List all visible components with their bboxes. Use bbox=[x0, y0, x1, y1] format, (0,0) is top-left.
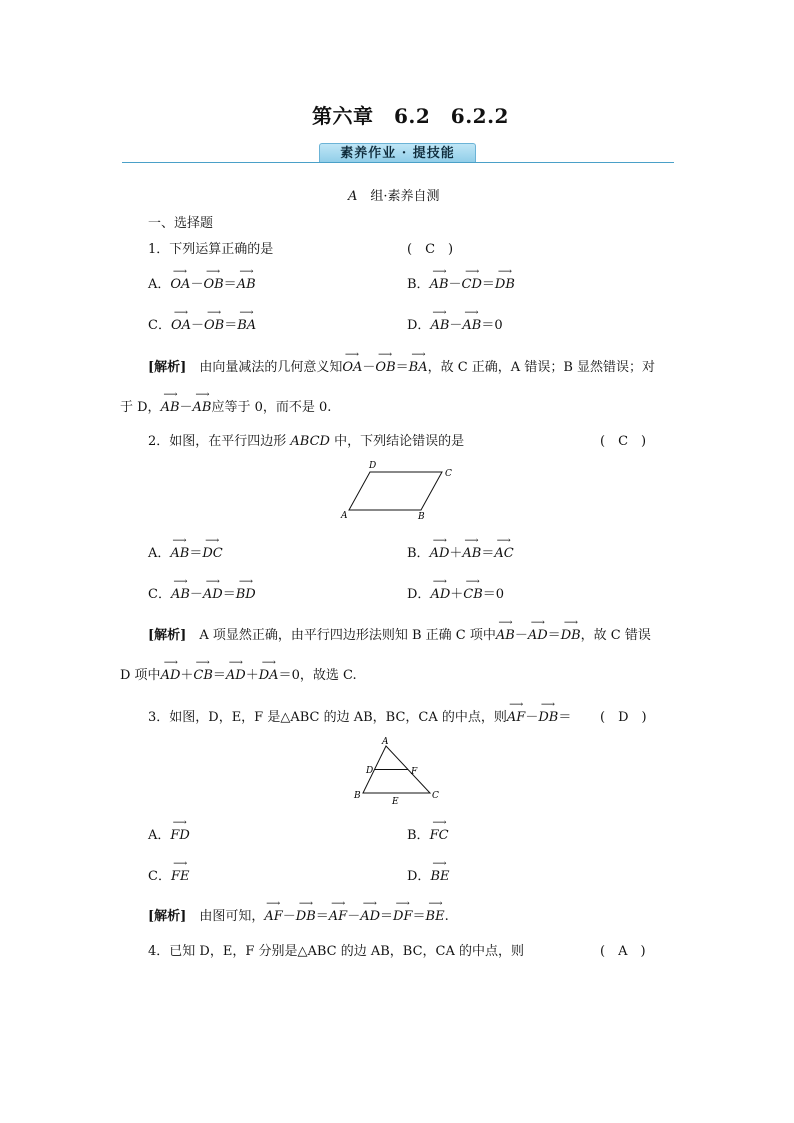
parallelogram-figure bbox=[338, 458, 463, 524]
q3-stem: 3．如图，D，E，F 是△ABC 的边 AB，BC，CA 的中点，则AF ⟶－DB ⟶＝ bbox=[148, 706, 571, 725]
q2-option-d: D．AD ⟶＋CB ⟶＝0 bbox=[407, 583, 504, 602]
q1-option-b: B．AB ⟶－CD ⟶＝DB ⟶ bbox=[407, 273, 515, 292]
q3-option-b: B．FC ⟶ bbox=[407, 824, 449, 843]
q3-option-d: D．BE ⟶ bbox=[407, 865, 449, 884]
label-B: B bbox=[418, 512, 425, 522]
label-A: A bbox=[341, 511, 348, 521]
q3-explanation: [解析] 由图可知，AF ⟶－DB ⟶＝AF ⟶－AD ⟶＝DF ⟶＝BE ⟶. bbox=[148, 905, 449, 924]
q1-answer: ( C ) bbox=[407, 242, 454, 257]
label-B: B bbox=[354, 791, 361, 801]
page-title: 第六章 6.2 6.2.2 bbox=[312, 104, 509, 128]
q2-answer: ( C ) bbox=[600, 434, 647, 449]
q2-option-b: B．AD ⟶＋AB ⟶＝AC ⟶ bbox=[407, 542, 514, 561]
q1-stem: 1．下列运算正确的是 bbox=[148, 242, 274, 257]
q1-option-d: D．AB ⟶－AB ⟶＝0 bbox=[407, 314, 503, 333]
q4-stem: 4．已知 D，E，F 分别是△ABC 的边 AB，BC，CA 的中点，则 bbox=[148, 944, 525, 959]
label-C: C bbox=[432, 791, 439, 801]
q3-option-a: A．FD ⟶ bbox=[148, 824, 190, 843]
q3-option-c: C．FE ⟶ bbox=[148, 865, 189, 884]
parallelogram-shape bbox=[349, 472, 442, 510]
section-banner: 素养作业 · 提技能 bbox=[319, 143, 476, 163]
q1-option-c: C．OA ⟶－OB ⟶＝BA ⟶ bbox=[148, 314, 256, 333]
q2-stem: 2．如图，在平行四边形 ABCD 中，下列结论错误的是 bbox=[148, 434, 465, 449]
label-C: C bbox=[445, 469, 452, 479]
label-A: A bbox=[382, 737, 389, 747]
q2-explanation-2: D 项中AD ⟶＋CB ⟶＝AD ⟶＋DA ⟶＝0，故选 C. bbox=[120, 664, 357, 683]
q2-explanation: [解析] A 项显然正确，由平行四边形法则知 B 正确 C 项中AB ⟶－AD ⟶＝DB ⟶，故 C 错误 bbox=[148, 624, 651, 643]
q1-option-a: A．OA ⟶－OB ⟶＝AB ⟶ bbox=[148, 273, 256, 292]
q3-answer: ( D ) bbox=[600, 710, 647, 725]
q2-option-c: C．AB ⟶－AD ⟶＝BD ⟶ bbox=[148, 583, 256, 602]
q2-option-a: A．AB ⟶＝DC ⟶ bbox=[148, 542, 223, 561]
q1-explanation-2: 于 D，AB ⟶－AB ⟶应等于 0，而不是 0. bbox=[120, 396, 331, 415]
group-title: A 组·素养自测 bbox=[348, 189, 440, 204]
label-F: F bbox=[411, 767, 418, 777]
section-heading: 一、选择题 bbox=[148, 216, 214, 231]
q1-explanation: [解析] 由向量减法的几何意义知OA ⟶－OB ⟶＝BA ⟶，故 C 正确，A 错误；B 显然错误；对 bbox=[148, 356, 655, 375]
label-D: D bbox=[366, 766, 374, 776]
banner-divider bbox=[122, 162, 674, 163]
q4-answer: ( A ) bbox=[600, 944, 646, 959]
label-E: E bbox=[392, 797, 399, 806]
label-D: D bbox=[369, 461, 377, 471]
triangle-figure bbox=[350, 736, 445, 806]
